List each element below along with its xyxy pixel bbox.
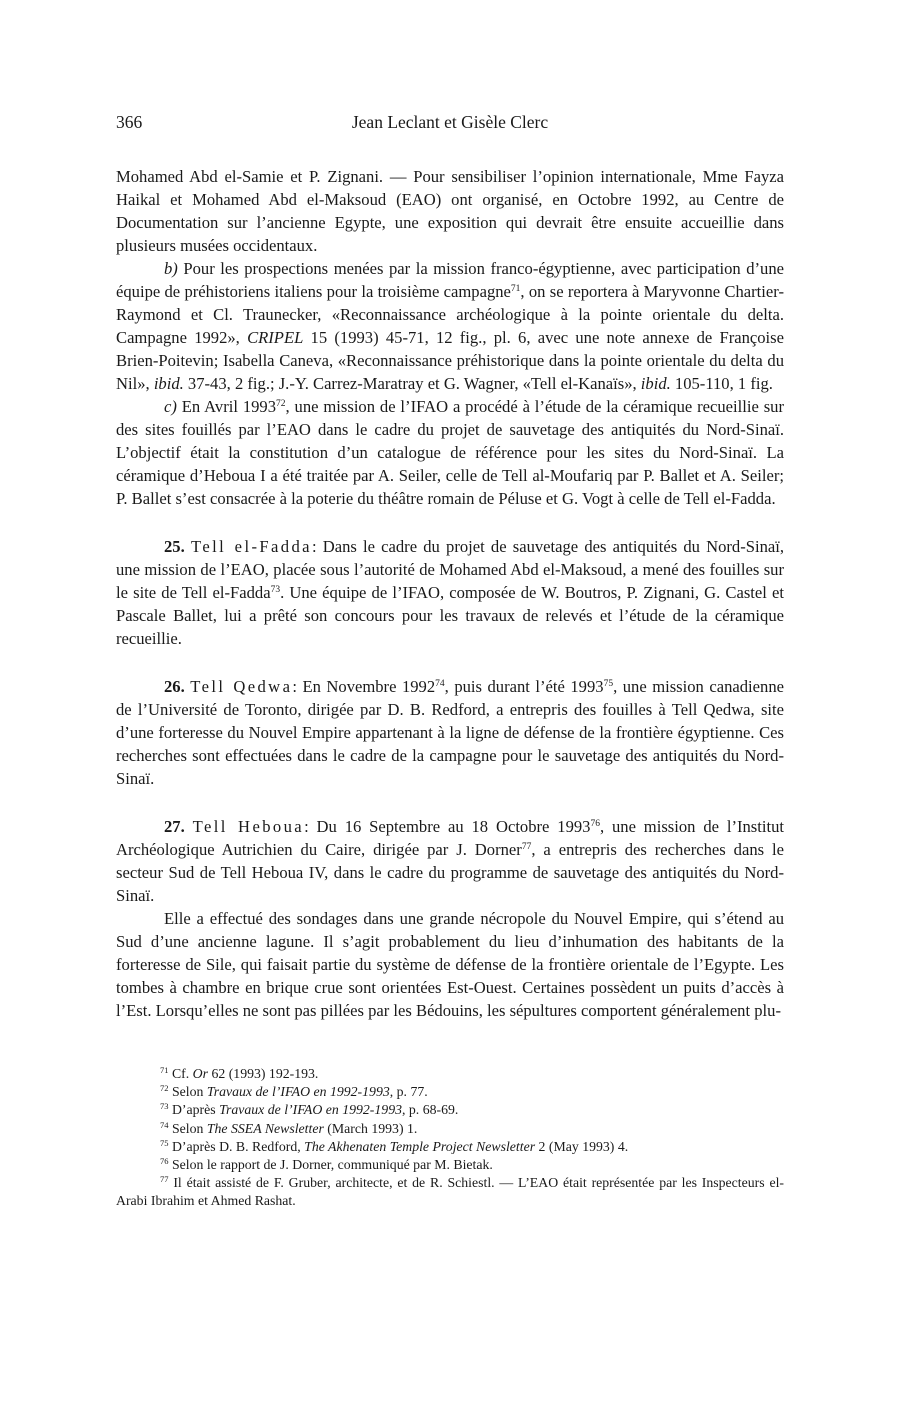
footnotes	[116, 1065, 784, 1211]
section-number: 26.	[164, 677, 185, 696]
section-number: 27.	[164, 817, 185, 836]
footnote-ref-72[interactable]: 72	[276, 399, 286, 409]
footnote-ref-71[interactable]: 71	[510, 284, 521, 294]
journal-title: CRIPEL	[247, 328, 304, 347]
footnote-ref-75[interactable]: 75	[603, 679, 614, 689]
paragraph-necropolis: Elle a effectué des sondages dans une grande nécropole du Nouvel Empire, qui s’étend au Sud d’une ancienne lagune. Il s’agit probablement du lieu d’inhumation des habitants de la forteresse de Sile, qui faisait partie du système de défense de la frontière orientale de l’Egypte. Les tombes à chambre en brique crue sont orientées Est-Ouest. Certaines possèdent un puits d’accès à l’Est. Lorsqu’elles ne sont pas pillées par les Bédouins, les sépultures comportent généralement plu-	[116, 909, 784, 1020]
footnote: $^{75}$ D’après D. B. Redford, The Akhenaten Temple Project Newsletter 2 (May 1993) 4.	[160, 1137, 629, 1154]
footnote-ref-73[interactable]: 73	[270, 585, 281, 595]
footnote-ref-76[interactable]: 76	[590, 819, 600, 829]
running-title: Jean Leclant et Gisèle Clerc	[351, 112, 549, 132]
section-number: 25.	[164, 537, 185, 556]
paragraph-b: b) Pour les prospections menées par la mission franco-égyptienne, avec participation d’une équipe de préhistoriens italiens pour la troisième campagne$^{71}$, on se reportera à Maryvonne Chartier-Raymond et Cl. Traunecker, «Reconnaissance archéologique à la pointe orientale du delta. Campagne 1992», CRIPEL 15 (1993) 45-71, 12 fig., pl. 6, avec une note annexe de Françoise Brien-Poitevin; Isabella Caneva, «Reconnaissance préhistorique dans la pointe orientale du delta du Nil», ibid. 37-43, 2 fig.; J.-Y. Carrez-Maratray et G. Wagner, «Tell el-Kanaïs», ibid. 105-110, 1 fig.	[116, 259, 784, 393]
footnote: $^{76}$ Selon le rapport de J. Dorner, communiqué par M. Bietak.	[160, 1156, 493, 1173]
paragraph-c: c) En Avril 1993$^{72}$, une mission de l’IFAO a procédé à l’étude de la céramique recueillie sur des sites fouillés par l’EAO dans le cadre du projet de sauvetage des antiquités du Nord-Sinaï. L’objectif était la constitution d’un catalogue de référence pour les sites du Nord-Sinaï. La céramique d’Heboua I a été traitée par A. Seiler, celle de Tell al-Moufariq par P. Ballet et A. Seiler; P. Ballet s’est consacrée à la poterie du théâtre romain de Péluse et G. Vogt à celle de Tell el-Fadda.	[116, 397, 784, 508]
site-name: Tell el-Fadda	[190, 537, 312, 556]
paragraph-intro: Mohamed Abd el-Samie et P. Zignani. — Pour sensibiliser l’opinion internationale, Mme Fayza Haikal et Mohamed Abd el-Maksoud (EAO) ont organisé, en Octobre 1992, au Centre de Documentation sur l’ancienne Egypte, une exposition qui devrait être ensuite accueillie dans plusieurs musées occidentaux.	[116, 167, 784, 255]
footnote-ref-77[interactable]: 77	[521, 842, 532, 852]
site-name: Tell Qedwa	[190, 677, 293, 696]
section-27: 27. Tell Heboua: Du 16 Septembre au 18 Octobre 1993$^{76}$, une mission de l’Institut Archéologique Autrichien du Caire, dirigée par J. Dorner$^{77}$, a entrepris des recherches dans le secteur Sud de Tell Heboua IV, dans le cadre du programme de sauvetage des antiquités du Nord-Sinaï.	[116, 817, 784, 905]
site-name: Tell Heboua	[192, 817, 305, 836]
item-label-c: c)	[164, 397, 177, 416]
body-text	[116, 165, 784, 1022]
item-label-b: b)	[164, 259, 178, 278]
page-number: 366	[116, 112, 143, 132]
footnote-ref-74[interactable]: 74	[435, 679, 445, 689]
footnote: $^{72}$ Selon Travaux de l’IFAO en 1992-1993, p. 77.	[160, 1083, 428, 1100]
page-header	[116, 112, 784, 140]
footnote: $^{74}$ Selon The SSEA Newsletter (March 1993) 1.	[160, 1119, 418, 1136]
footnote: $^{77}$ Il était assisté de F. Gruber, architecte, et de R. Schiestl. — L’EAO était représentée par les Inspecteurs el-Arabi Ibrahim et Ahmed Rashat.	[116, 1174, 784, 1209]
footnote: $^{71}$ Cf. Or 62 (1993) 192-193.	[160, 1065, 319, 1081]
section-25: 25. Tell el-Fadda: Dans le cadre du projet de sauvetage des antiquités du Nord-Sinaï, une mission de l’EAO, placée sous l’autorité de Mohamed Abd el-Maksoud, a mené des fouilles sur le site de Tell el-Fadda$^{73}$. Une équipe de l’IFAO, composée de W. Boutros, P. Zignani, G. Castel et Pascale Ballet, lui a prêté son concours pour les travaux de relevés et l’étude de la céramique recueillie.	[116, 537, 784, 648]
footnote: $^{73}$ D’après Travaux de l’IFAO en 1992-1993, p. 68-69.	[160, 1101, 459, 1118]
section-26: 26. Tell Qedwa: En Novembre 1992$^{74}$, puis durant l’été 1993$^{75}$, une mission canadienne de l’Université de Toronto, dirigée par D. B. Redford, a entrepris des fouilles à Tell Qedwa, site d’une forteresse du Nouvel Empire appartenant à la ligne de défense de la frontière égyptienne. Ces recherches sont effectuées dans le cadre de la campagne pour le sauvetage des antiquités du Nord-Sinaï.	[116, 677, 784, 788]
